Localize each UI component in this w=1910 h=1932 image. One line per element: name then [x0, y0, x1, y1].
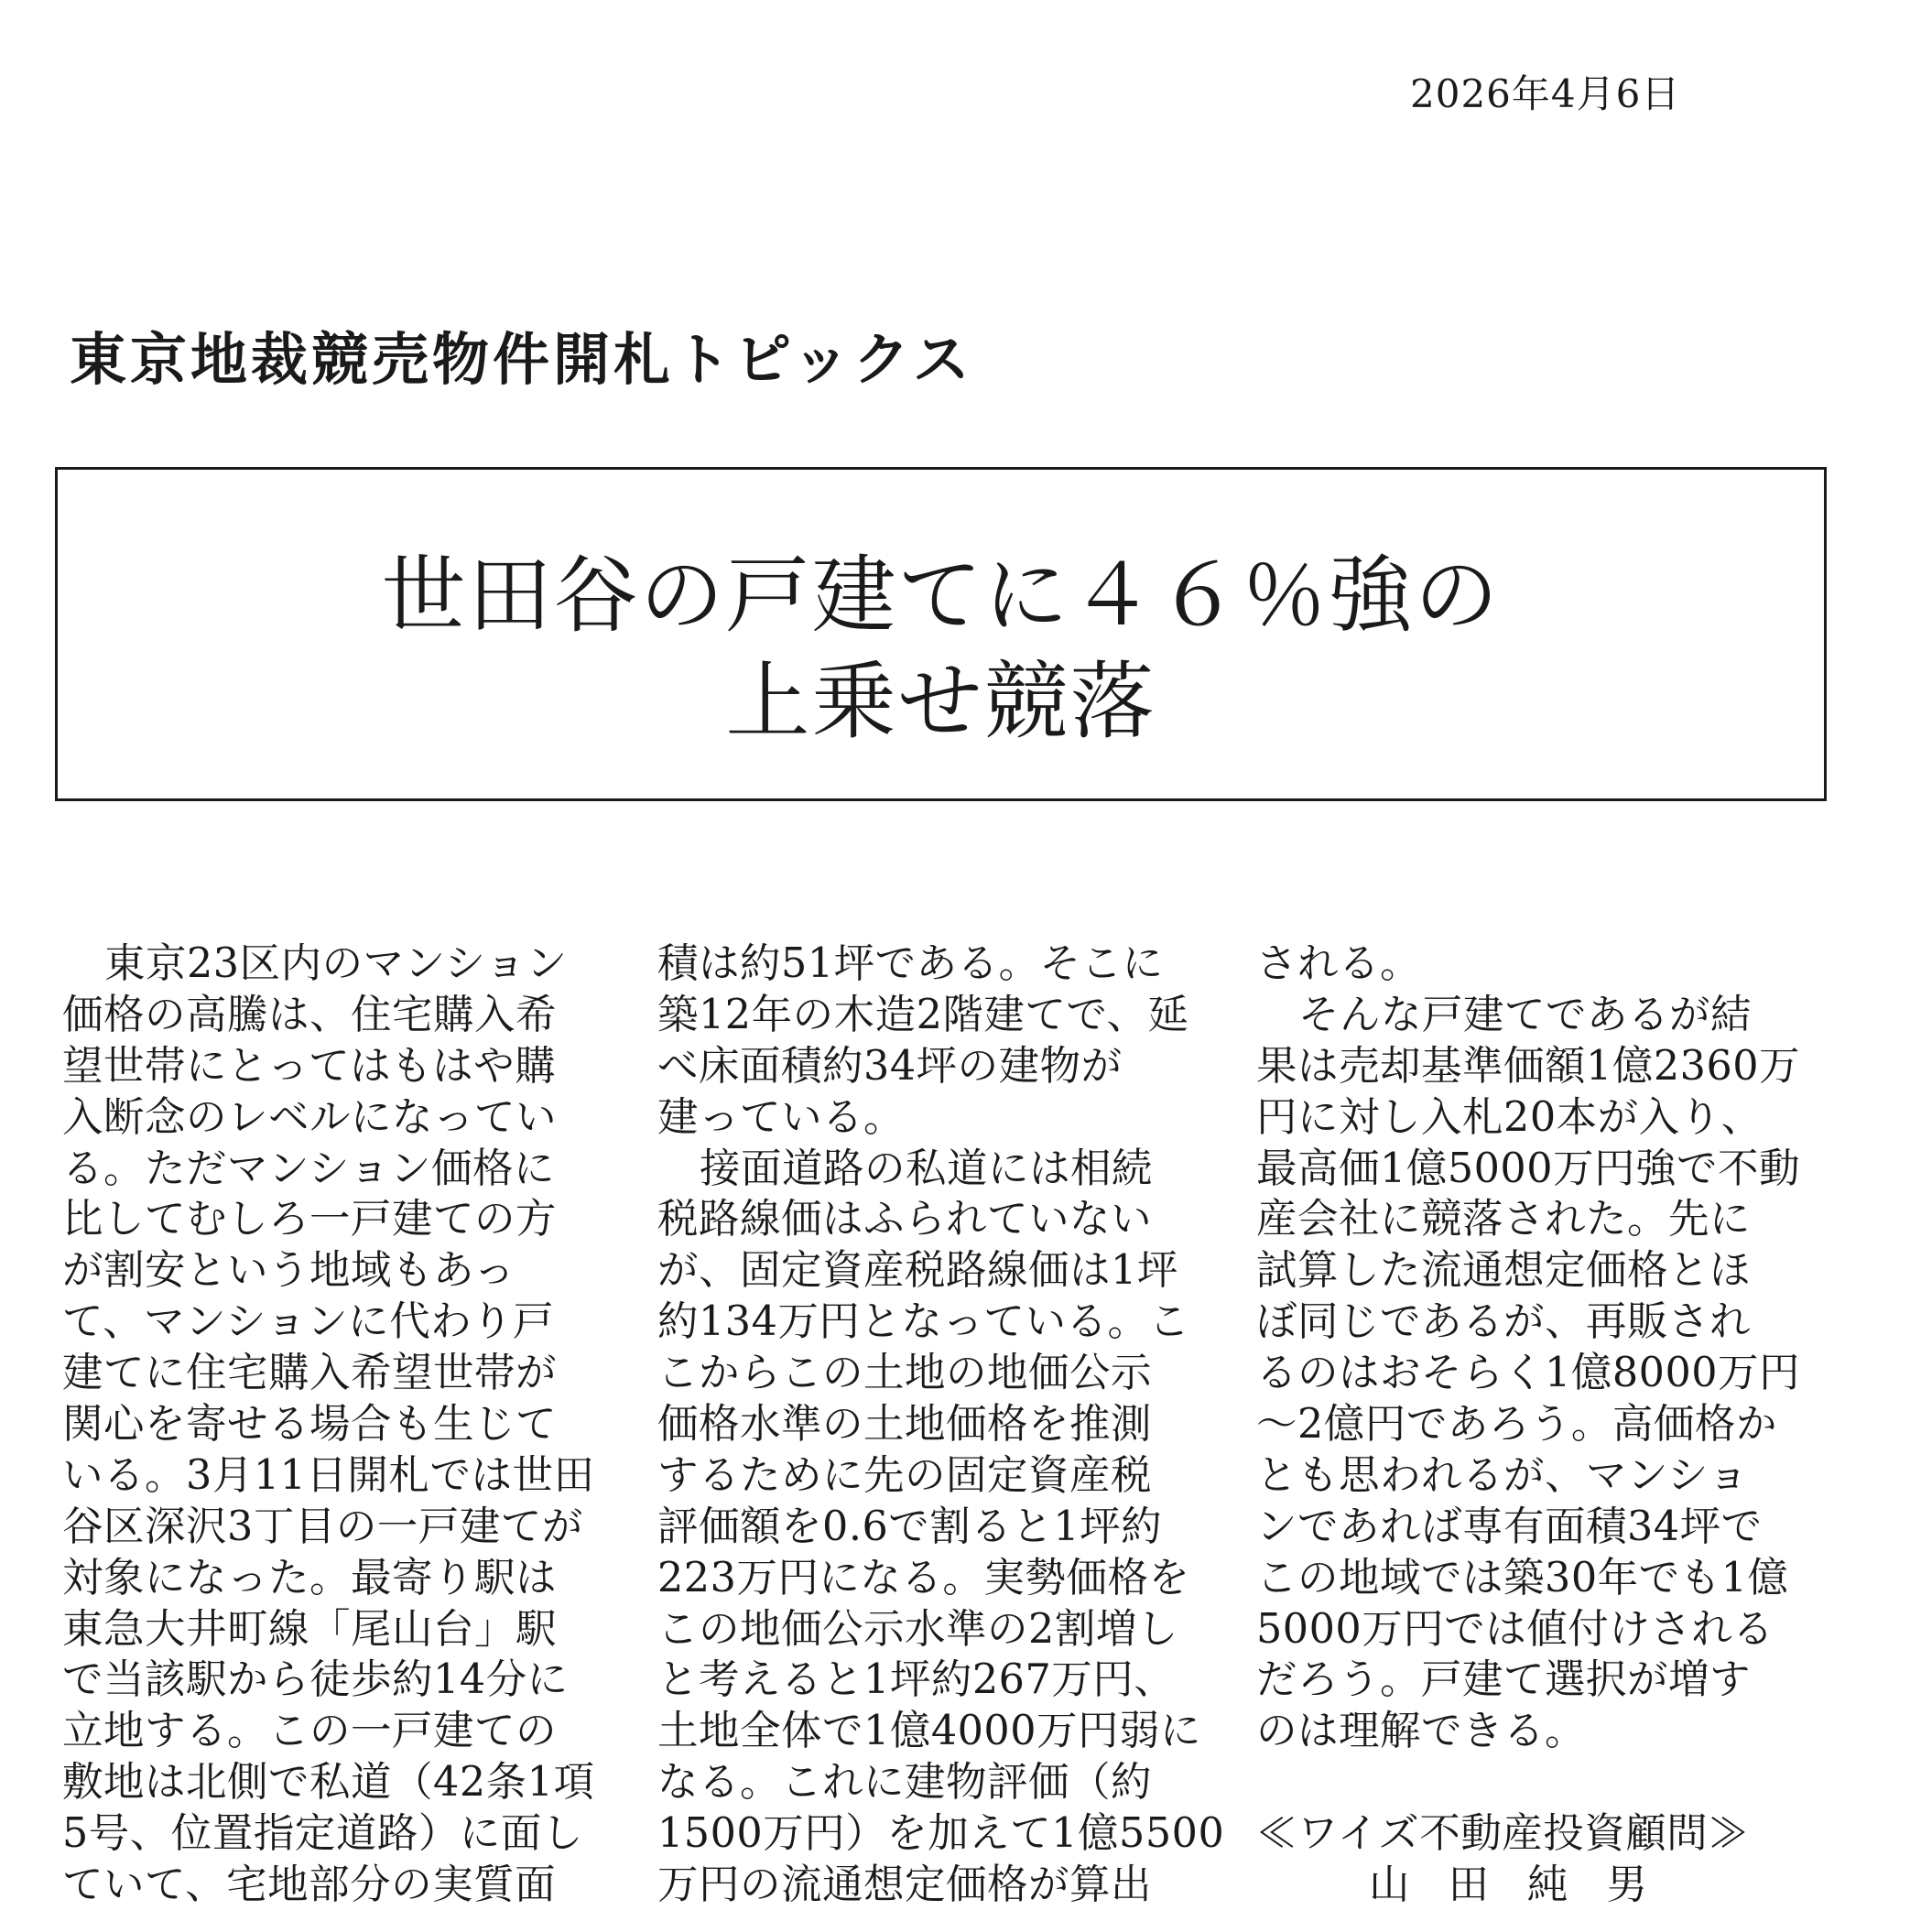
paragraph-line: 比してむしろ一戸建ての方	[62, 1196, 558, 1243]
paragraph-line: 果は売却基準価額1億2360万	[1256, 1042, 1801, 1090]
paragraph-line: 望世帯にとってはもはや購	[62, 1042, 557, 1090]
paragraph-line: こからこの土地の地価公示	[657, 1350, 1153, 1397]
spacer	[1256, 1757, 1824, 1808]
paragraph-line: 価格水準の土地価格を推測	[657, 1401, 1153, 1449]
headline-line-2: 上乗せ競落	[725, 653, 1156, 751]
paragraph-line: のは理解できる。	[1256, 1708, 1587, 1755]
paragraph-line: 5号、位置指定道路）に面し	[62, 1810, 583, 1858]
firm-name: ≪ワイズ不動産投資顧問≫	[1256, 1810, 1750, 1858]
paragraph-line: が割安という地域もあっ	[62, 1247, 515, 1295]
paragraph-line: 関心を寄せる場合も生じて	[62, 1401, 558, 1449]
author-name: 山田純男	[1369, 1861, 1687, 1909]
paragraph-line: るのはおそらく1億8000万円	[1256, 1350, 1801, 1397]
paragraph-line: いる。3月11日開札では世田	[62, 1451, 595, 1499]
paragraph-line: 約134万円となっている。こ	[657, 1298, 1190, 1346]
paragraph-line: 税路線価はふられていない	[657, 1196, 1153, 1243]
paragraph-line: が、固定資産税路線価は1坪	[657, 1247, 1178, 1295]
paragraph-line: る。ただマンション価格に	[62, 1145, 555, 1192]
paragraph-line: とも思われるが、マンショ	[1256, 1451, 1749, 1499]
paragraph-line: で当該駅から徒歩約14分に	[62, 1656, 569, 1704]
paragraph-line: ていて、宅地部分の実質面	[62, 1861, 557, 1909]
paragraph-line: 対象になった。最寄り駅は	[62, 1554, 558, 1601]
paragraph-line: 223万円になる。実勢価格を	[657, 1554, 1190, 1601]
paragraph-line: 円に対し入札20本が入り、	[1256, 1093, 1763, 1141]
article-column-2	[657, 939, 1225, 1911]
paragraph-line: ンであれば専有面積34坪で	[1256, 1503, 1763, 1550]
paragraph-line: なる。これに建物評価（約	[657, 1759, 1153, 1807]
paragraph-line: 最高価1億5000万円強で不動	[1256, 1145, 1801, 1192]
paragraph-line: 万円の流通想定価格が算出	[657, 1861, 1153, 1909]
paragraph-line: 土地全体で1億4000万円弱に	[657, 1708, 1202, 1755]
paragraph-line: 谷区深沢3丁目の一戸建てが	[62, 1503, 583, 1550]
paragraph-line: 東急大井町線「尾山台」駅	[62, 1605, 558, 1653]
paragraph-line: 産会社に競落された。先に	[1256, 1196, 1752, 1243]
paragraph-line: される。	[1256, 940, 1422, 987]
paragraph-line: この地価公示水準の2割増し	[657, 1605, 1178, 1653]
paragraph-line: 入断念のレベルになってい	[62, 1093, 558, 1141]
paragraph-line: て、マンションに代わり戸	[62, 1298, 555, 1346]
paragraph-line: だろう。戸建て選択が増す	[1256, 1656, 1752, 1704]
paragraph-line: 敷地は北側で私道（42条1項	[62, 1759, 595, 1807]
paragraph-line: 接面道路の私道には相続	[700, 1145, 1154, 1192]
article-column-3	[1256, 939, 1824, 1911]
paragraph-line: 建てに住宅購入希望世帯が	[62, 1350, 558, 1397]
paragraph-line: 評価額を0.6で割ると1坪約	[657, 1503, 1163, 1550]
paragraph-line: ぼ同じであるが、再販され	[1256, 1298, 1752, 1346]
paragraph-line: 築12年の木造2階建てで、延	[657, 991, 1189, 1038]
paragraph-line: と考えると1坪約267万円、	[657, 1656, 1176, 1704]
paragraph-line: 積は約51坪である。そこに	[657, 940, 1164, 987]
paragraph-line: するために先の固定資産税	[657, 1451, 1153, 1499]
headline-line-1: 世田谷の戸建てに４６％強の	[381, 547, 1501, 645]
paragraph-line: 5000万円では値付けされる	[1256, 1605, 1774, 1653]
paragraph-line: 1500万円）を加えて1億5500	[657, 1810, 1225, 1858]
paragraph-line: 価格の高騰は、住宅購入希	[62, 991, 558, 1038]
paragraph-line: ～2億円であろう。高価格か	[1256, 1401, 1777, 1449]
series-title: 東京地裁競売物件開札トピックス	[70, 326, 973, 393]
paragraph-line: 試算した流通想定価格とほ	[1256, 1247, 1752, 1295]
date: 2026年4月6日	[1410, 71, 1681, 116]
paragraph-line: 立地する。この一戸建ての	[62, 1708, 558, 1755]
paragraph-line: そんな戸建てであるが結	[1298, 991, 1753, 1038]
paragraph-line: 東京23区内のマンション	[104, 940, 568, 987]
article-column-1	[62, 939, 595, 1911]
paragraph-line: 建っている。	[657, 1093, 906, 1141]
paragraph-line: この地域では築30年でも1億	[1256, 1554, 1789, 1601]
headline-box	[55, 467, 1827, 801]
paragraph-line: べ床面積約34坪の建物が	[657, 1042, 1123, 1090]
